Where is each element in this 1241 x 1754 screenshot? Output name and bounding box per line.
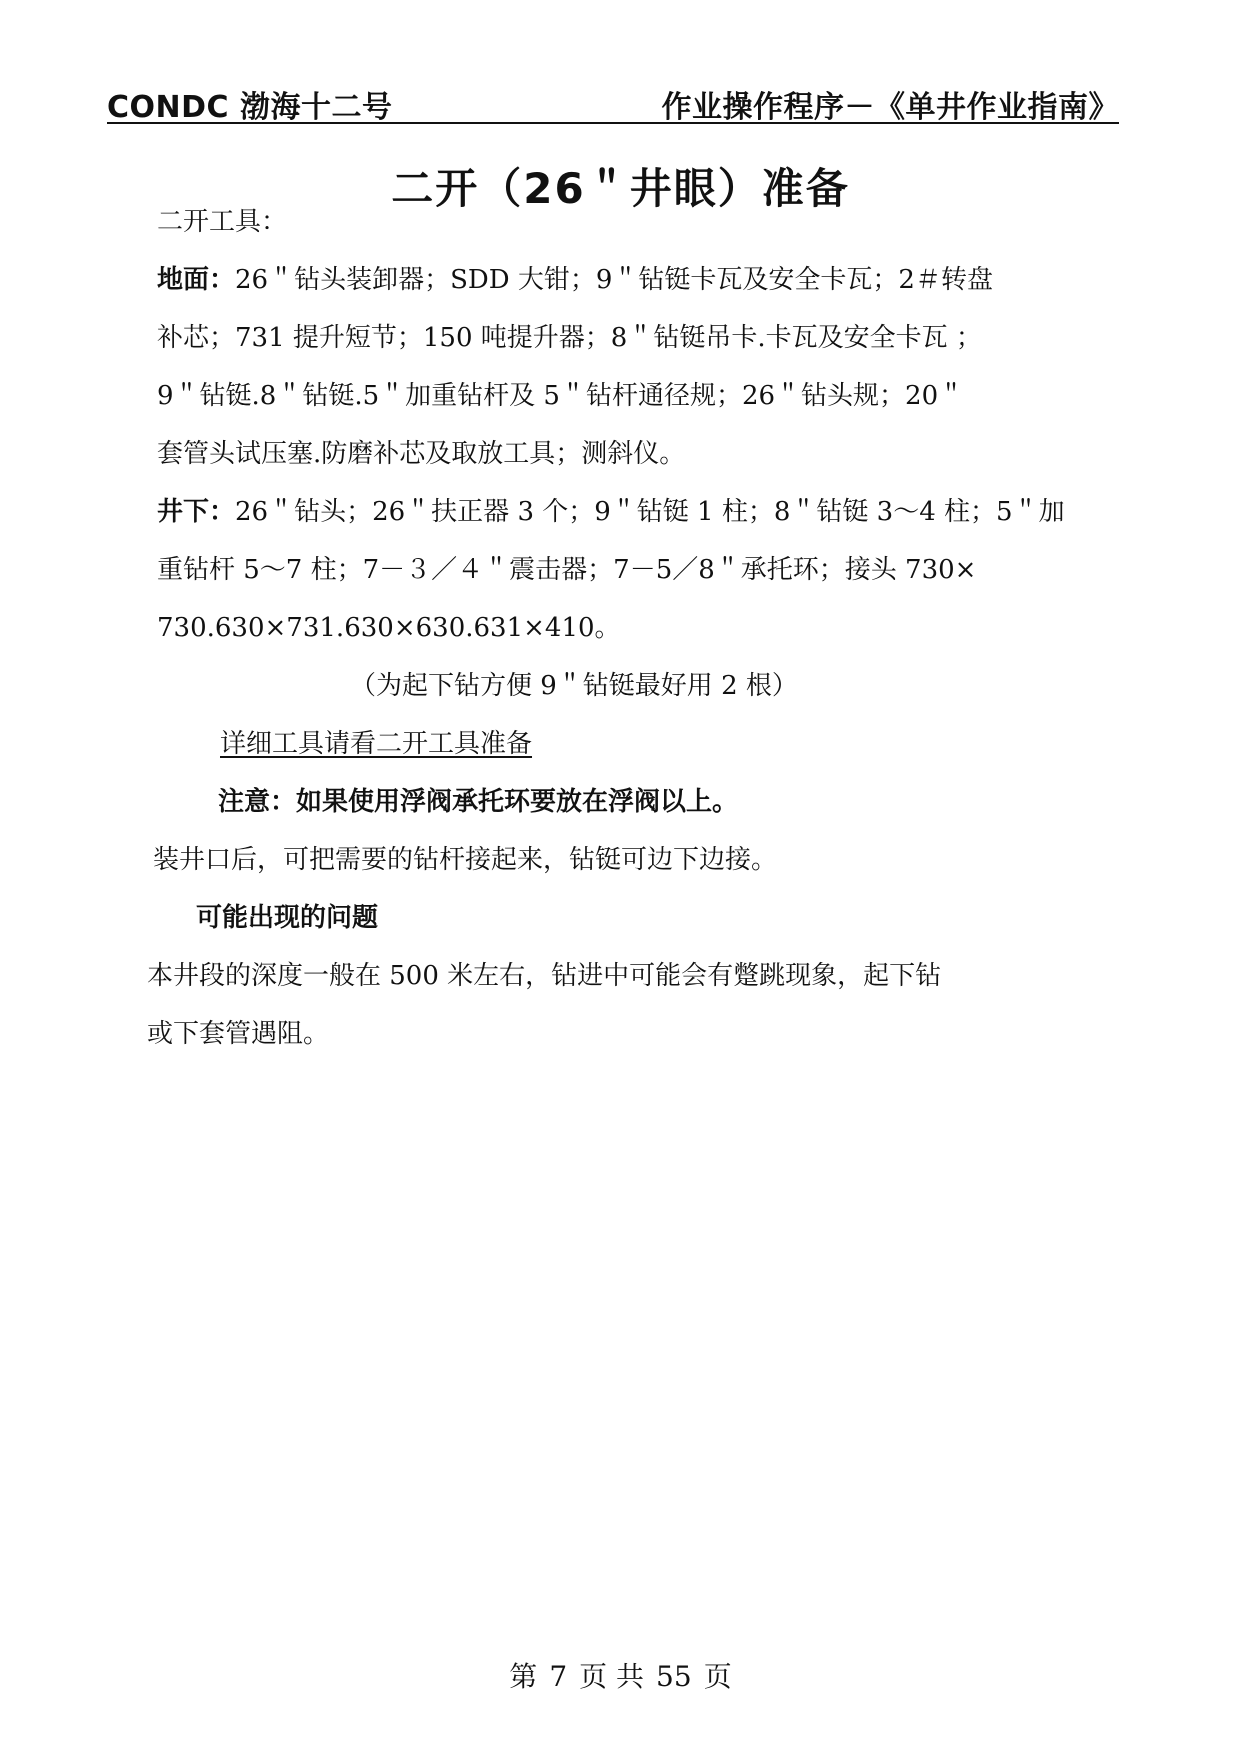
downhole-label: 井下： [157,497,236,527]
surface-text-1: 26＂钻头装卸器；SDD 大钳；9＂钻铤卡瓦及安全卡瓦；2＃转盘 [235,265,993,295]
problems-line-2: 或下套管遇阻。 [147,1019,330,1049]
downhole-text-1: 26＂钻头；26＂扶正器 3 个；9＂钻铤 1 柱；8＂钻铤 3～4 柱；5＂加 [235,497,1065,527]
downhole-line-2: 重钻杆 5～7 柱；7－３／４＂震击器；7－5／8＂承托环；接头 730× [157,555,977,585]
page-title: 二开（26＂井眼）准备 [391,164,850,213]
footer-suffix: 页 [703,1660,732,1693]
problems-line-1: 本井段的深度一般在 500 米左右，钻进中可能会有蹩跳现象，起下钻 [147,961,942,991]
page-header [107,78,1119,124]
header-document-title: 作业操作程序－《单井作业指南》 [661,90,1119,125]
surface-line-4: 套管头试压塞.防磨补芯及取放工具；测斜仪。 [157,439,686,469]
page-footer [0,1655,1241,1695]
problems-heading: 可能出现的问题 [196,903,379,933]
footer-page-number: 7 [549,1660,568,1693]
install-note: 装井口后，可把需要的钻杆接起来，钻铤可边下边接。 [153,845,778,875]
downhole-line-3: 730.630×731.630×630.631×410。 [157,613,621,643]
footer-mid: 页 共 [579,1660,645,1693]
tools-label: 二开工具： [157,207,288,237]
footer-total-pages: 55 [656,1660,692,1693]
detail-tools-link[interactable]: 详细工具请看二开工具准备 [220,729,533,759]
caution-note: 注意：如果使用浮阀承托环要放在浮阀以上。 [218,787,739,817]
surface-label: 地面： [157,265,236,295]
header-company: CONDC 渤海十二号 [107,90,393,125]
footer-prefix: 第 [509,1660,538,1693]
surface-line-1 [157,262,993,298]
surface-line-3: 9＂钻铤.8＂钻铤.5＂加重钻杆及 5＂钻杆通径规；26＂钻头规；20＂ [157,381,965,411]
downhole-line-1 [157,494,1065,530]
parenthetical-note: （为起下钻方便 9＂钻铤最好用 2 根） [350,671,798,701]
surface-line-2: 补芯；731 提升短节；150 吨提升器；8＂钻铤吊卡.卡瓦及安全卡瓦 ； [157,323,982,353]
